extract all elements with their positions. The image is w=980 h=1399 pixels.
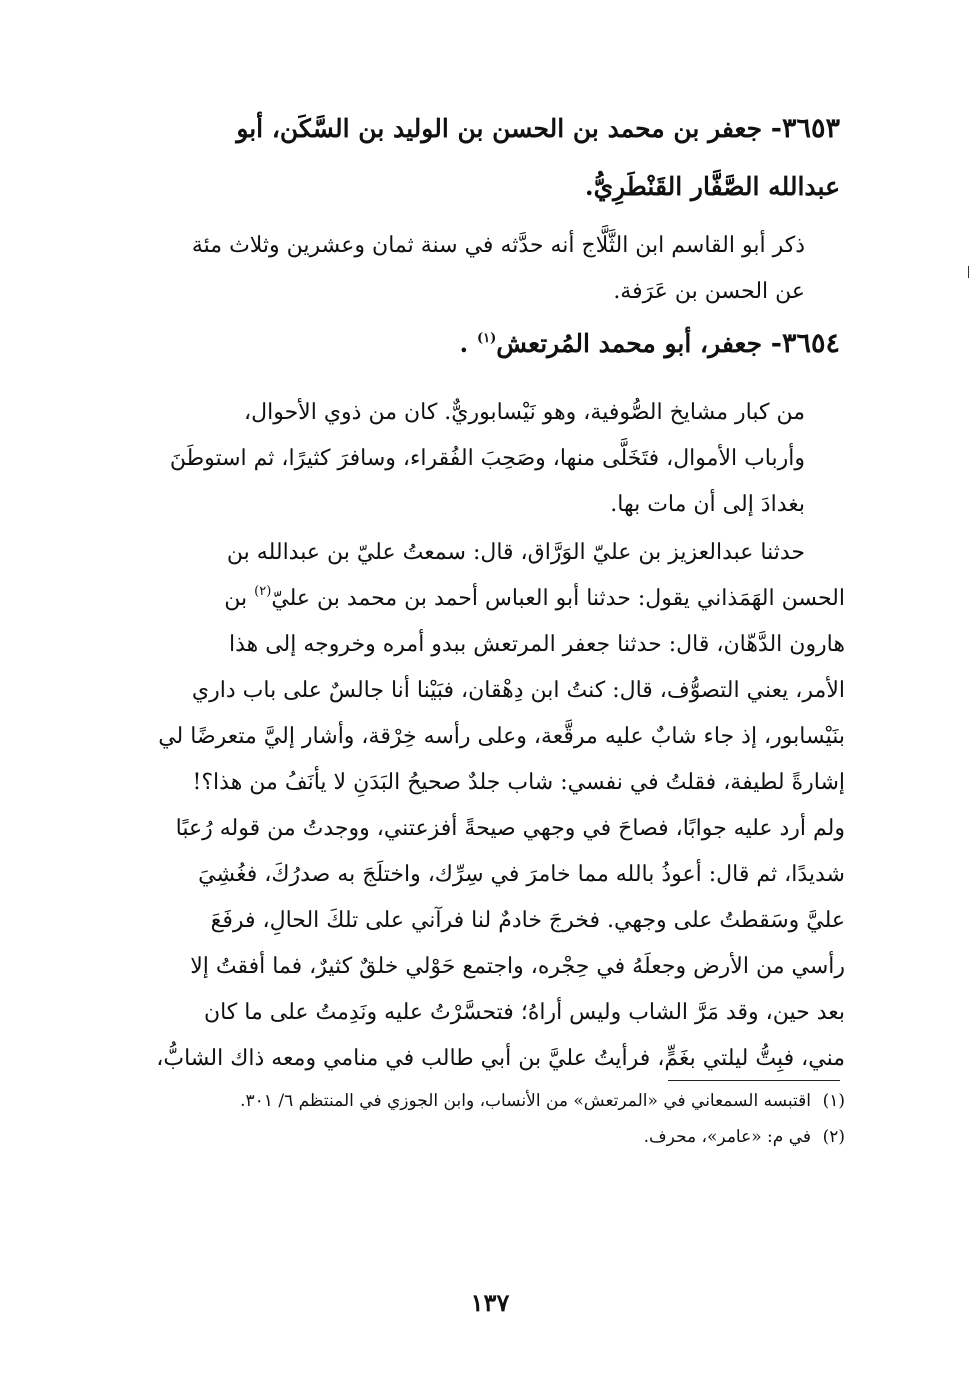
page-number: ١٣٧ bbox=[470, 1288, 510, 1317]
footnotes bbox=[145, 1083, 845, 1155]
entry-3654-p2-line-4: الأمر، يعني التصوُّف، قال: كنتُ ابن دِهْقان، فبَيْنا أنا جالسٌ على باب داري bbox=[191, 678, 845, 703]
entry-3654-p2-line-10: رأسي من الأرض وجعلَهُ في حِجْره، واجتمع حَوْلي خلقٌ كثيرٌ، فما أفقتُ إلا bbox=[190, 954, 845, 979]
entry-3654-p2-line-7: ولم أرد عليه جوابًا، فصاحَ في وجهي صيحةً أفزعتني، ووجدتُ من قوله رُعبًا bbox=[175, 816, 845, 841]
entry-3654-p2-line-9: عليَّ وسَقطتُ على وجهي. فخرجَ خادمٌ لنا فرآني على تلكَ الحالِ، فرفَعَ bbox=[210, 908, 845, 933]
entry-3654-p2-line-3: هارون الدَّهّان، قال: حدثنا جعفر المرتعش ببدو أمره وخروجه إلى هذا bbox=[228, 632, 845, 657]
entry-3654-p2-line-11: بعد حين، وقد مَرَّ الشاب وليس أراهُ؛ فتحسَّرْتُ عليه ونَدِمتُ على ما كان bbox=[203, 1000, 845, 1025]
entry-3654-heading-line bbox=[145, 315, 840, 373]
entry-3654-p2-line-2-end: بن bbox=[224, 586, 255, 611]
entry-3653-heading-line1 bbox=[145, 100, 840, 158]
margin-mark bbox=[968, 266, 975, 278]
entry-3653-paragraph bbox=[145, 223, 845, 315]
entry-3654-p1-line-3: بغدادَ إلى أن مات بها. bbox=[610, 492, 805, 517]
entry-3654-p2-line-5: بنَيْسابور، إذ جاء شابٌ عليه مرقَّعة، وعلى رأسه خِرْقة، وأشار إليَّ متعرضًا لي bbox=[158, 724, 845, 749]
footnote-1 bbox=[145, 1083, 845, 1119]
entry-3653-line-2: عن الحسن بن عَرَفة. bbox=[613, 279, 805, 304]
entry-3653-heading-text-1: جعفر بن محمد بن الحسن بن الوليد بن السَّكَن، أبو bbox=[236, 114, 763, 143]
entry-3654-p2-line-6: إشارةً لطيفة، فقلتُ في نفسي: شاب جلدٌ صحيحُ البَدَنِ لا يأنَفُ من هذا؟! bbox=[192, 770, 845, 795]
entry-3653-heading bbox=[145, 100, 840, 216]
entry-3654-paragraph-1 bbox=[145, 390, 845, 528]
entry-3654-p2-line-2 bbox=[145, 576, 845, 622]
entry-3654-p2-line-12: مني، فبِتُّ ليلتي بغَمٍّ، فرأيتُ عليَّ بن أبي طالب في منامي ومعه ذاك الشابُّ، bbox=[156, 1046, 845, 1071]
entry-3653-line-1: ذكر أبو القاسم ابن الثَّلَّاج أنه حدَّثه في سنة ثمان وعشرين وثلاث مئة bbox=[191, 233, 805, 258]
entry-3654-title: جعفر، أبو محمد المُرتعش bbox=[496, 329, 763, 358]
footnote-1-number: (١) bbox=[822, 1091, 845, 1111]
footnote-ref-1: (١) bbox=[476, 331, 497, 346]
footnote-1-text: اقتبسه السمعاني في «المرتعش» من الأنساب، وابن الجوزي في المنتظم ٦/ ٣٠١. bbox=[240, 1091, 811, 1111]
entry-3654-p2-line-1: حدثنا عبدالعزيز بن عليّ الوَرَّاق، قال: سمعتُ عليّ بن عبدالله بن bbox=[226, 540, 805, 565]
entry-3654-p2-line-2-text: الحسن الهَمَذاني يقول: حدثنا أبو العباس أحمد بن محمد بن عليّ bbox=[271, 586, 845, 611]
footnote-2 bbox=[145, 1119, 845, 1155]
entry-3653-number: ٣٦٥٣- bbox=[770, 113, 840, 144]
entry-3654-title-end: . bbox=[459, 329, 469, 358]
entry-3654-p1-line-1: من كبار مشايخ الصُّوفية، وهو نَيْسابوريٌّ. كان من ذوي الأحوال، bbox=[244, 400, 805, 425]
entry-3654-number: ٣٦٥٤- bbox=[770, 328, 840, 359]
entry-3653-heading-line2: عبدالله الصَّفَّار القَنْطَرِيُّ. bbox=[584, 172, 840, 201]
footnote-ref-2: (٢) bbox=[254, 584, 272, 599]
entry-3654-heading bbox=[145, 315, 840, 373]
entry-3654-p2-line-8: شديدًا، ثم قال: أعوذُ بالله مما خامرَ في سِرِّك، واختلَجَ به صدرُكَ، فغُشِيَ bbox=[198, 862, 845, 887]
footnote-2-text: في م: «عامر»، محرف. bbox=[643, 1127, 811, 1147]
footnote-separator bbox=[668, 1080, 840, 1081]
entry-3654-paragraph-2 bbox=[145, 530, 845, 1082]
footnote-2-number: (٢) bbox=[822, 1127, 845, 1147]
entry-3654-p1-line-2: وأرباب الأموال، فتَخَلَّى منها، وصَحِبَ الفُقراء، وسافرَ كثيرًا، ثم استوطَنَ bbox=[169, 446, 805, 471]
